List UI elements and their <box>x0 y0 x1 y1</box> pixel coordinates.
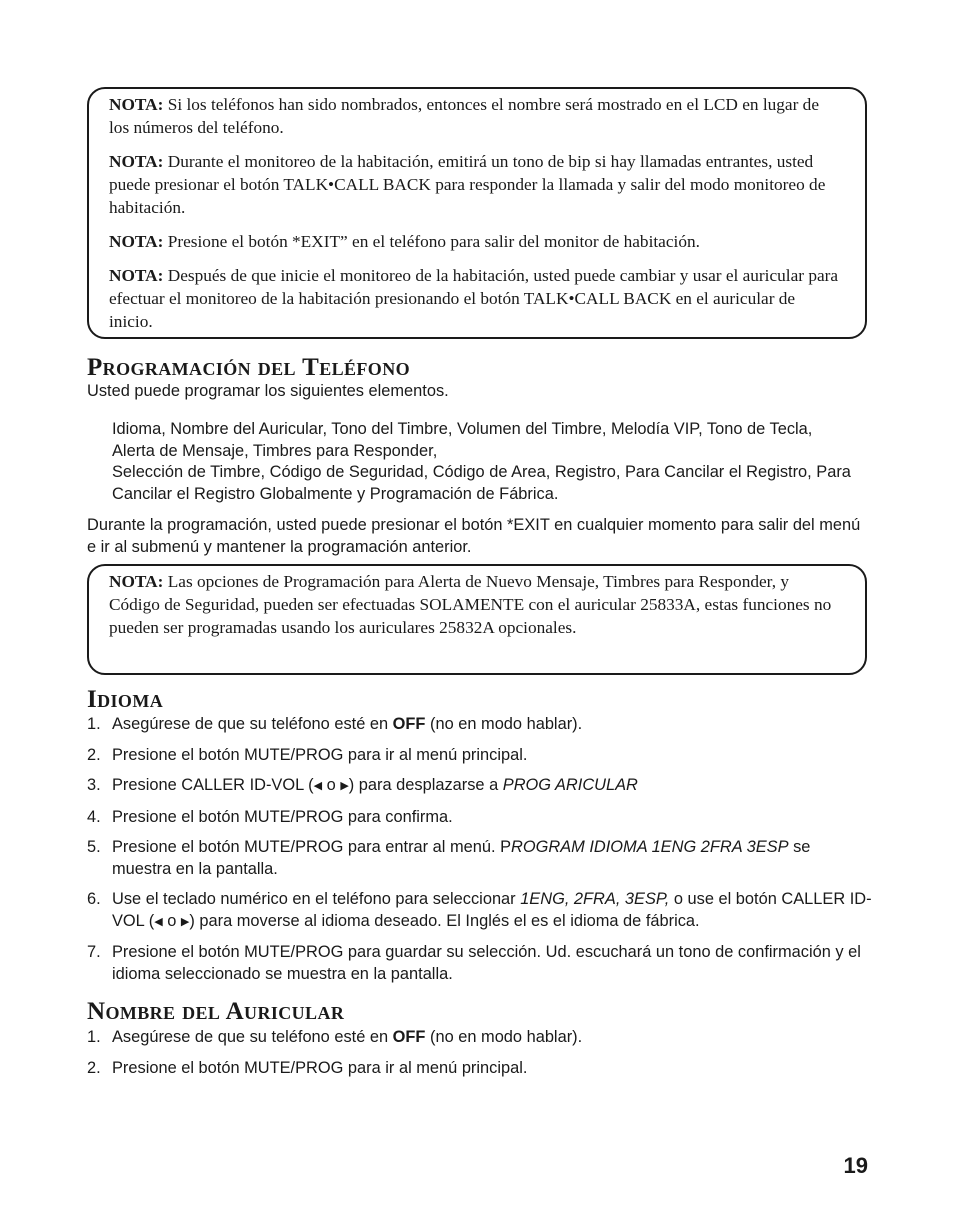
note-box-room-monitor <box>87 87 867 339</box>
section-heading-programacion: Programación del Teléfono <box>87 354 411 381</box>
note-box-handset-options <box>87 564 867 675</box>
note-paragraph: NOTA: Después de que inicie el monitoreo de la habitación, usted puede cambiar y usar el auricular para efectuar el monitoreo de la habitación presionando el botón TALK•CALL BACK en el auricular de inicio. <box>109 266 839 331</box>
section-heading-nombre-auricular: Nombre del Auricular <box>87 998 345 1025</box>
note-label: NOTA: <box>109 266 164 285</box>
list-item: 4. Presione el botón MUTE/PROG para confirma. <box>87 807 453 826</box>
list-item: 1. Asegúrese de que su teléfono esté en OFF (no en modo hablar). <box>87 1028 583 1046</box>
list-item: 7. Presione el botón MUTE/PROG para guardar su selección. Ud. escuchará un tono de confirmación y el idioma seleccionado se muestra en la pantalla. <box>87 943 861 983</box>
nombre-steps <box>87 1027 872 1079</box>
list-item: 6. Use el teclado numérico en el teléfono para seleccionar 1ENG, 2FRA, 3ESP, o use el botón CALLER ID-VOL (◀ o ▶) para moverse al idioma deseado. El Inglés el es el idioma de fábrica. <box>87 890 872 930</box>
note-paragraph: NOTA: Las opciones de Programación para Alerta de Nuevo Mensaje, Timbres para Responder, y Código de Seguridad, pueden ser efectuadas SOLAMENTE con el auricular 25833A, estas funciones no pueden ser programadas usando los auriculares 25832A opcionales. <box>109 572 832 637</box>
list-item: 5. Presione el botón MUTE/PROG para entrar al menú. PROGRAM IDIOMA 1ENG 2FRA 3ESP se muestra en la pantalla. <box>87 838 811 878</box>
programacion-intro: Usted puede programar los siguientes elementos. <box>87 382 449 400</box>
note-label: NOTA: <box>109 95 164 114</box>
right-arrow-icon: ▶ <box>180 915 190 928</box>
note-paragraph: NOTA: Si los teléfonos han sido nombrados, entonces el nombre será mostrado en el LCD en lugar de los números del teléfono. <box>109 95 819 137</box>
left-arrow-icon: ◀ <box>313 780 323 792</box>
section-heading-idioma: Idioma <box>87 686 164 713</box>
note-paragraph: NOTA: Durante el monitoreo de la habitación, emitirá un tono de bip si hay llamadas entrantes, usted puede presionar el botón TALK•CALL BACK para responder la llamada y salir del modo monitoreo de habitación. <box>109 152 826 217</box>
note-label: NOTA: <box>109 232 164 251</box>
list-item: 2. Presione el botón MUTE/PROG para ir al menú principal. <box>87 1058 528 1077</box>
list-item: 1. Asegúrese de que su teléfono esté en OFF (no en modo hablar). <box>87 715 583 733</box>
note-label: NOTA: <box>109 572 164 591</box>
exit-instruction: Durante la programación, usted puede presionar el botón *EXIT en cualquier momento para salir del menú e ir al submenú y mantener la programación anterior. <box>87 516 861 556</box>
list-item: 2. Presione el botón MUTE/PROG para ir al menú principal. <box>87 745 528 764</box>
programmable-items-line-2: Selección de Timbre, Código de Seguridad, Código de Area, Registro, Para Cancilar el Registro, Para Cancilar el Registro Globalmente y Programación de Fábrica. <box>112 463 851 503</box>
page-number: 19 <box>843 1153 868 1178</box>
programmable-items <box>112 419 852 505</box>
right-arrow-icon: ▶ <box>340 780 349 792</box>
left-arrow-icon: ◀ <box>154 915 163 928</box>
programmable-items-line-1: Idioma, Nombre del Auricular, Tono del Timbre, Volumen del Timbre, Melodía VIP, Tono de Tecla, Alerta de Mensaje, Timbres para Responder, <box>112 420 813 460</box>
note-paragraph: NOTA: Presione el botón *EXIT” en el teléfono para salir del monitor de habitación. <box>109 232 700 251</box>
idioma-steps <box>87 714 872 985</box>
note-label: NOTA: <box>109 152 164 171</box>
list-item: 3. Presione CALLER ID-VOL (◀ o ▶) para desplazarse a PROG ARICULAR <box>87 776 638 794</box>
